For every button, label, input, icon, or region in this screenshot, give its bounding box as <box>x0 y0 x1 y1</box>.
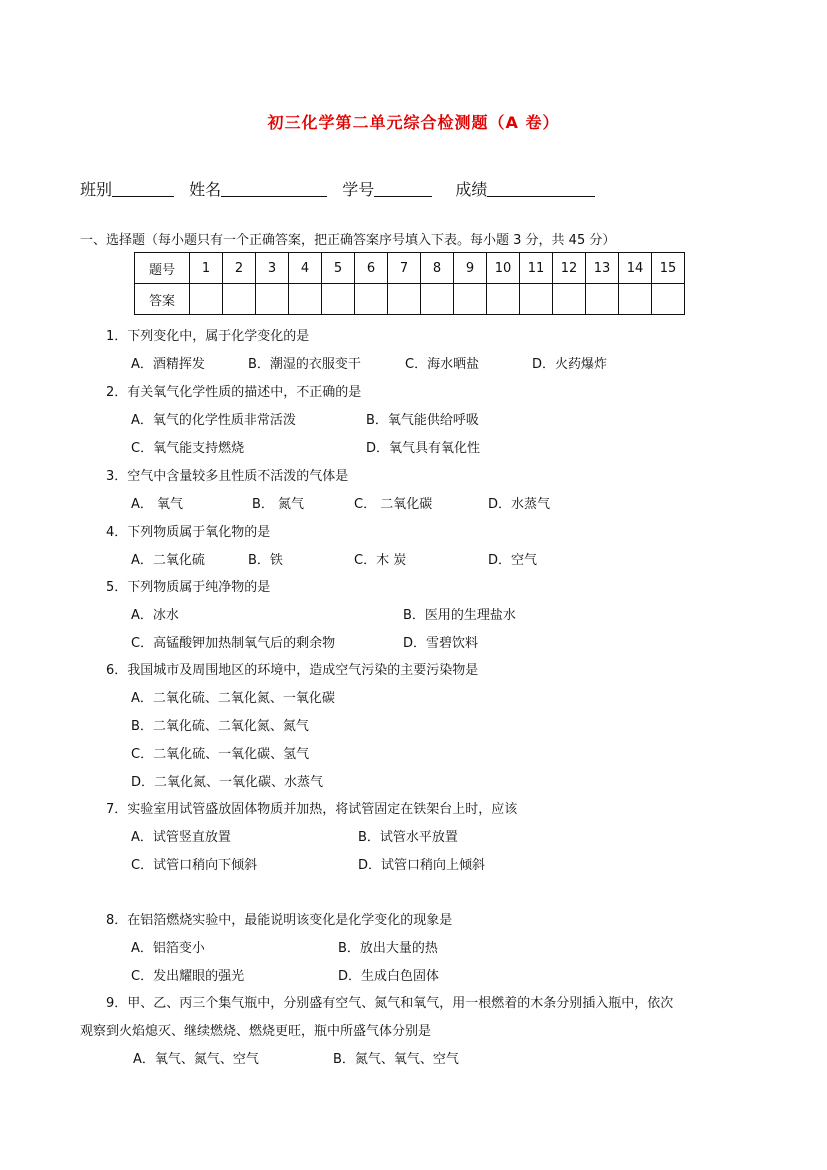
answer-cell[interactable] <box>223 284 256 315</box>
answer-cell[interactable] <box>421 284 454 315</box>
answer-cell[interactable] <box>388 284 421 315</box>
question-number-cell: 13 <box>586 253 619 284</box>
question-number-cell: 9 <box>454 253 487 284</box>
table-row <box>135 284 685 315</box>
q1-option-c: C．海水晒盐 <box>405 357 480 372</box>
question-number-cell: 5 <box>322 253 355 284</box>
question-3-stem: 3．空气中含量较多且性质不活泼的气体是 <box>106 469 349 484</box>
student-info <box>80 177 605 200</box>
name-label: 姓名 <box>189 180 222 199</box>
page-title: 初三化学第二单元综合检测题（A 卷） <box>267 113 560 132</box>
answer-cell[interactable] <box>190 284 223 315</box>
row-label-answer: 答案 <box>135 284 190 315</box>
q3-option-a: A． 氧气 <box>131 497 184 512</box>
question-5-stem: 5．下列物质属于纯净物的是 <box>106 580 271 595</box>
q4-option-b: B．铁 <box>248 553 283 568</box>
section-heading: 一、选择题（每小题只有一个正确答案，把正确答案序号填入下表。每小题 3 分，共 45 分） <box>80 233 616 248</box>
table-row <box>135 253 685 284</box>
q9-option-a: A．氧气、氮气、空气 <box>133 1052 259 1067</box>
question-6-stem: 6．我国城市及周围地区的环境中，造成空气污染的主要污染物是 <box>106 663 479 678</box>
number-blank <box>374 182 432 197</box>
question-number-cell: 14 <box>619 253 652 284</box>
q1-option-a: A．酒精挥发 <box>131 357 205 372</box>
q7-option-d: D．试管口稍向上倾斜 <box>358 858 486 873</box>
answer-cell[interactable] <box>454 284 487 315</box>
question-number-cell: 6 <box>355 253 388 284</box>
score-label: 成绩 <box>455 180 488 199</box>
class-blank <box>112 182 174 197</box>
q6-option-d: D．二氧化氮、一氧化碳、水蒸气 <box>131 775 324 790</box>
q8-option-d: D．生成白色固体 <box>338 969 440 984</box>
q3-option-c: C． 二氧化碳 <box>354 497 433 512</box>
question-number-cell: 10 <box>487 253 520 284</box>
question-9-stem: 9．甲、乙、丙三个集气瓶中，分别盛有空气、氮气和氧气，用一根燃着的木条分别插入瓶中，依次 <box>106 996 674 1011</box>
q6-option-b: B．二氧化硫、二氧化氮、氮气 <box>131 719 309 734</box>
answer-cell[interactable] <box>322 284 355 315</box>
answer-cell[interactable] <box>256 284 289 315</box>
q3-option-b: B． 氮气 <box>252 497 305 512</box>
q5-option-d: D．雪碧饮料 <box>403 636 479 651</box>
q4-option-a: A．二氧化硫 <box>131 553 205 568</box>
q5-option-c: C．高锰酸钾加热制氧气后的剩余物 <box>131 636 336 651</box>
answer-cell[interactable] <box>553 284 586 315</box>
question-number-cell: 12 <box>553 253 586 284</box>
q8-option-c: C．发出耀眼的强光 <box>131 969 245 984</box>
name-blank <box>221 182 327 197</box>
answer-cell[interactable] <box>520 284 553 315</box>
question-7-stem: 7．实验室用试管盛放固体物质并加热，将试管固定在铁架台上时，应该 <box>106 802 518 817</box>
answer-cell[interactable] <box>619 284 652 315</box>
q4-option-d: D．空气 <box>488 553 538 568</box>
q3-option-d: D．水蒸气 <box>488 497 551 512</box>
q6-option-a: A．二氧化硫、二氧化氮、一氧化碳 <box>131 691 335 706</box>
row-label-number: 题号 <box>135 253 190 284</box>
q2-option-d: D．氧气具有氧化性 <box>366 441 481 456</box>
answer-cell[interactable] <box>652 284 685 315</box>
question-number-cell: 7 <box>388 253 421 284</box>
q1-option-d: D．火药爆炸 <box>532 357 608 372</box>
question-number-cell: 2 <box>223 253 256 284</box>
q9-option-b: B．氮气、氧气、空气 <box>333 1052 459 1067</box>
answer-cell[interactable] <box>355 284 388 315</box>
class-label: 班别 <box>80 180 113 199</box>
q6-option-c: C．二氧化硫、一氧化碳、氢气 <box>131 747 310 762</box>
question-number-cell: 15 <box>652 253 685 284</box>
answer-cell[interactable] <box>487 284 520 315</box>
question-2-stem: 2．有关氧气化学性质的描述中，不正确的是 <box>106 385 362 400</box>
answer-table <box>134 252 685 315</box>
answer-cell[interactable] <box>586 284 619 315</box>
q2-option-a: A．氧气的化学性质非常活泼 <box>131 413 296 428</box>
q7-option-c: C．试管口稍向下倾斜 <box>131 858 258 873</box>
question-4-stem: 4．下列物质属于氧化物的是 <box>106 525 271 540</box>
q5-option-b: B．医用的生理盐水 <box>403 608 516 623</box>
question-9-stem-continued: 观察到火焰熄灭、继续燃烧、燃烧更旺，瓶中所盛气体分别是 <box>80 1024 432 1039</box>
q4-option-c: C．木 炭 <box>354 553 407 568</box>
q7-option-a: A．试管竖直放置 <box>131 830 231 845</box>
score-blank <box>487 182 595 197</box>
q2-option-b: B．氧气能供给呼吸 <box>366 413 479 428</box>
question-number-cell: 11 <box>520 253 553 284</box>
question-number-cell: 4 <box>289 253 322 284</box>
q1-option-b: B．潮湿的衣服变干 <box>248 357 361 372</box>
answer-cell[interactable] <box>289 284 322 315</box>
q7-option-b: B．试管水平放置 <box>358 830 458 845</box>
question-number-cell: 8 <box>421 253 454 284</box>
question-number-cell: 1 <box>190 253 223 284</box>
number-label: 学号 <box>342 180 375 199</box>
q5-option-a: A．冰水 <box>131 608 179 623</box>
q8-option-b: B．放出大量的热 <box>338 941 438 956</box>
question-1-stem: 1．下列变化中，属于化学变化的是 <box>106 329 310 344</box>
question-number-cell: 3 <box>256 253 289 284</box>
q8-option-a: A．铝箔变小 <box>131 941 205 956</box>
question-8-stem: 8．在铝箔燃烧实验中，最能说明该变化是化学变化的现象是 <box>106 913 453 928</box>
q2-option-c: C．氧气能支持燃烧 <box>131 441 245 456</box>
